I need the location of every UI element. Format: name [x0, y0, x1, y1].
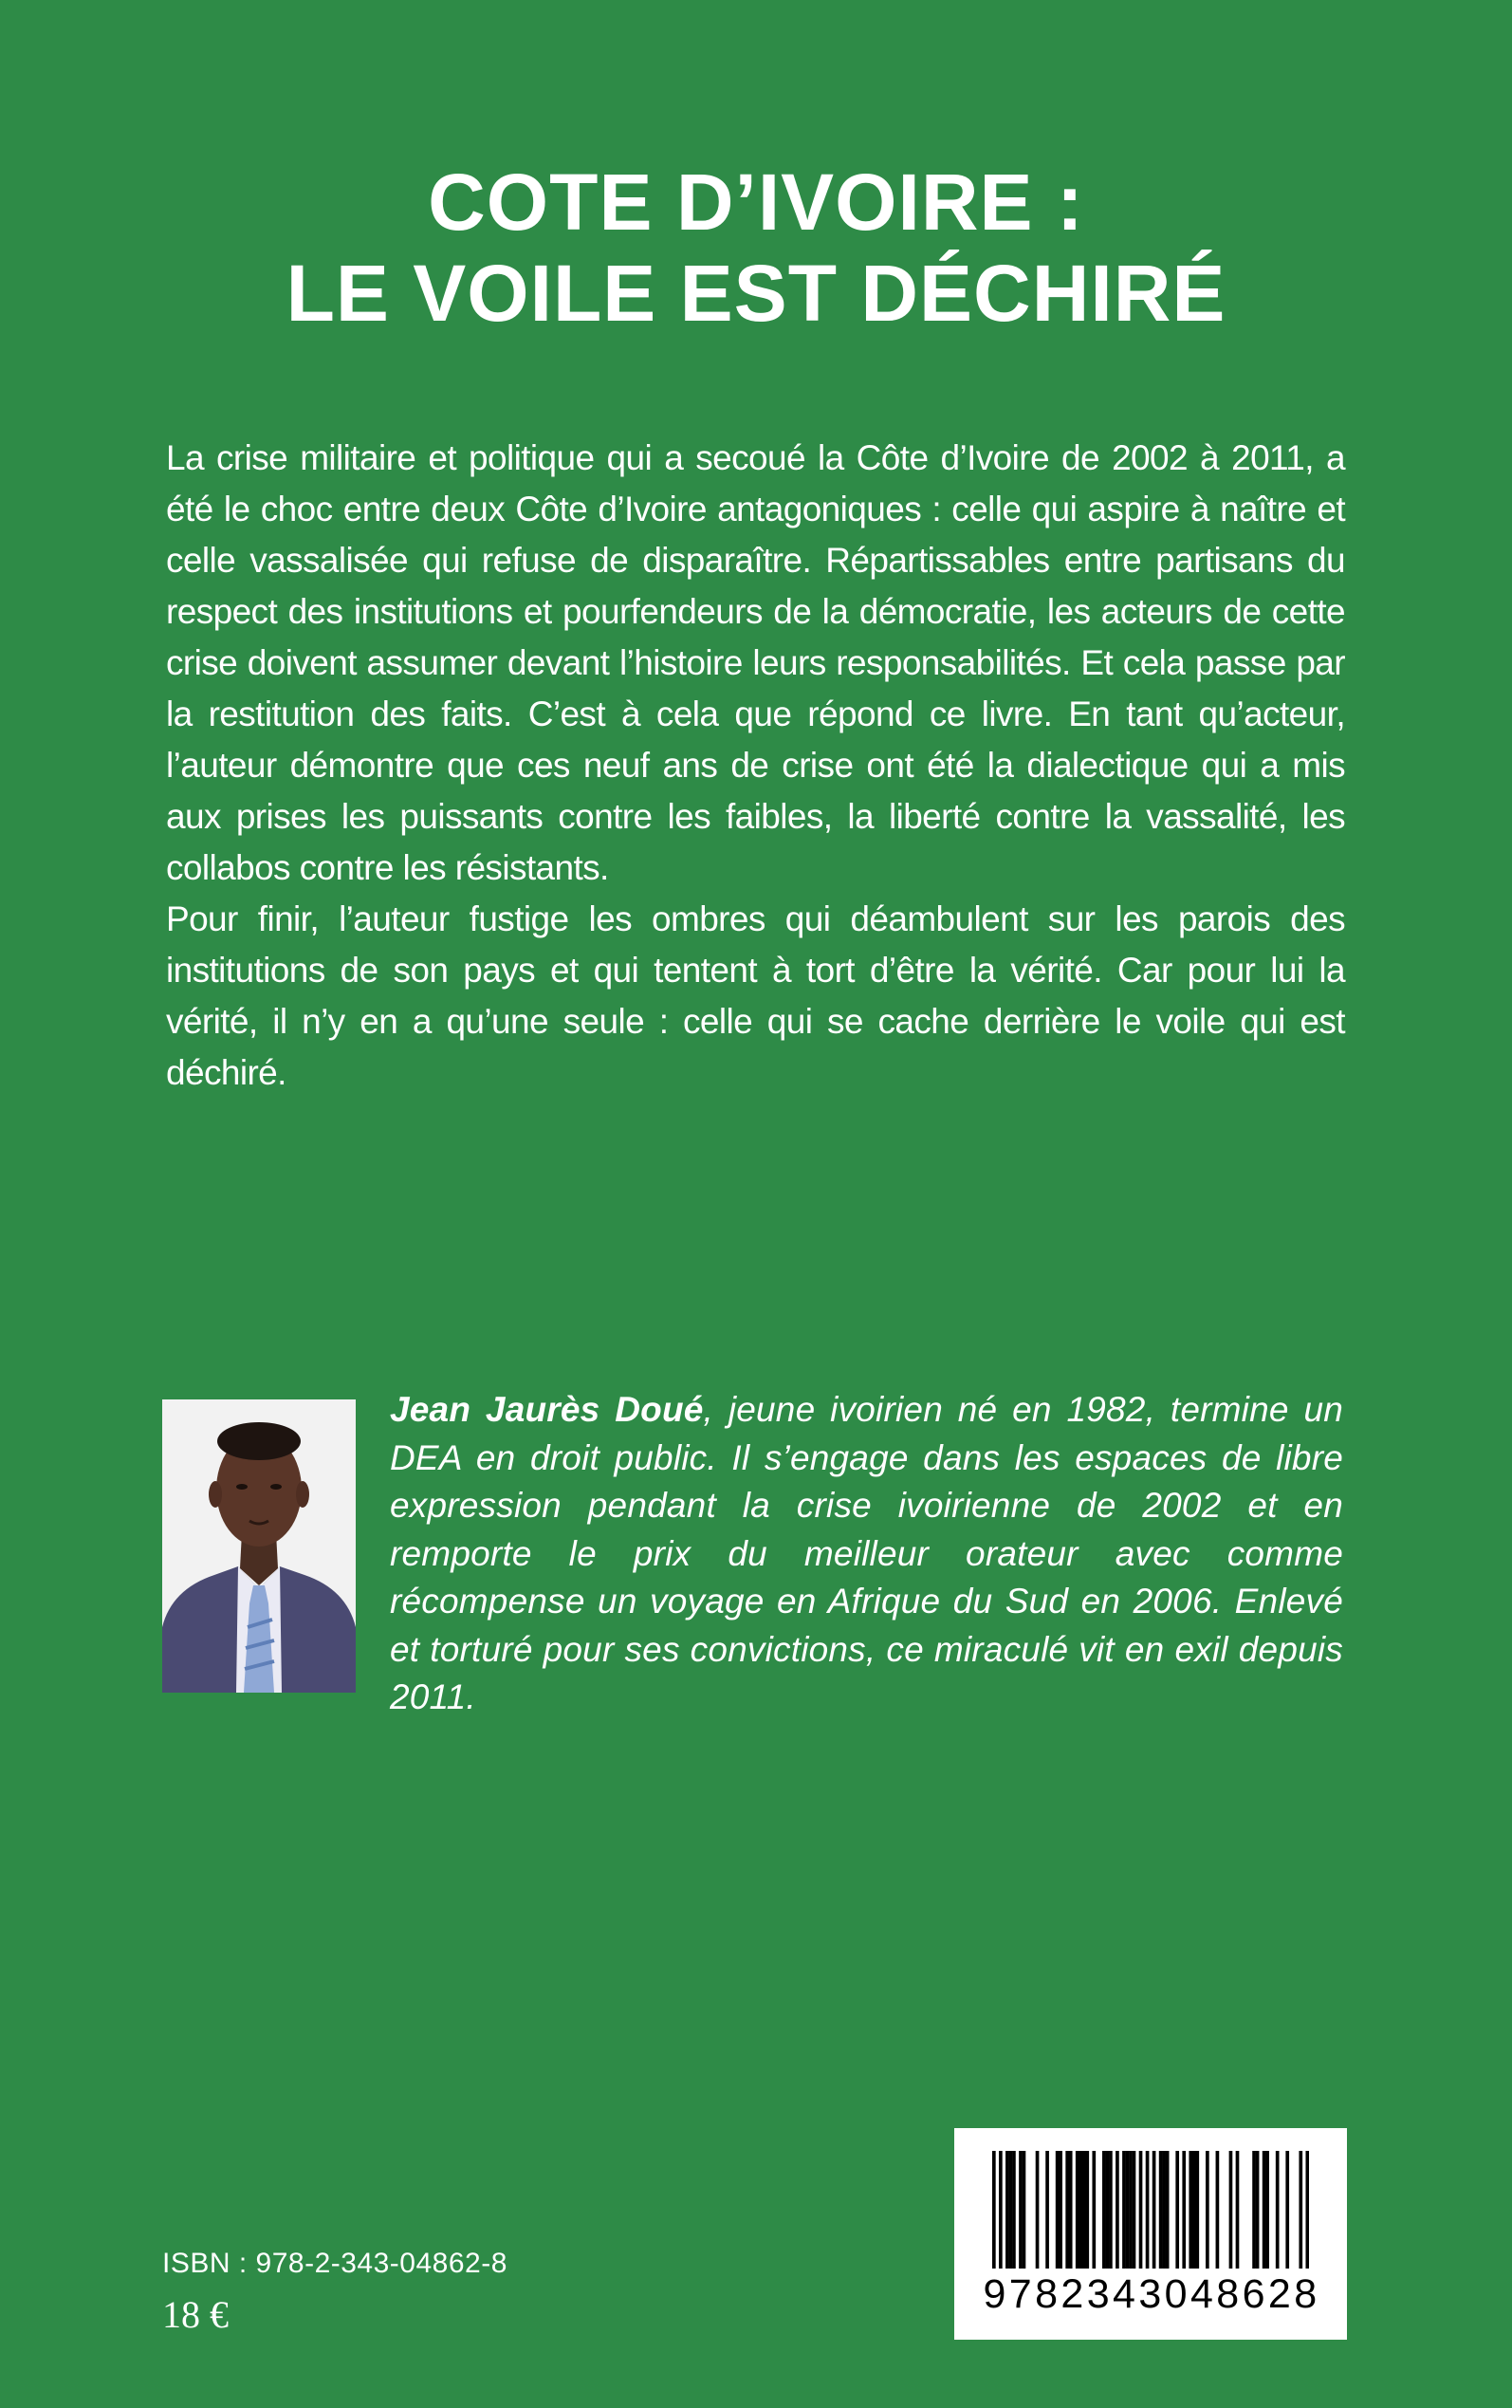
- price: 18 €: [162, 2293, 229, 2336]
- barcode-bar: [1162, 2151, 1166, 2269]
- barcode-bar: [1009, 2151, 1013, 2269]
- barcode-bar: [1195, 2151, 1199, 2269]
- barcode-bar: [1019, 2151, 1023, 2269]
- title-line-2: LE VOILE EST DÉCHIRÉ: [286, 249, 1226, 338]
- barcode-bar: [1152, 2151, 1156, 2269]
- barcode-bar: [1079, 2151, 1082, 2269]
- barcode-bar: [1256, 2151, 1260, 2269]
- barcode-bar: [1166, 2151, 1170, 2269]
- barcode-bar: [1285, 2151, 1289, 2269]
- barcode-bar: [1139, 2151, 1143, 2269]
- barcode-bar: [1216, 2151, 1220, 2269]
- author-name: Jean Jaurès Doué: [390, 1390, 704, 1429]
- barcode-bar: [1116, 2151, 1119, 2269]
- barcode-bar: [1229, 2151, 1233, 2269]
- barcode-bar: [1192, 2151, 1196, 2269]
- barcode-bar: [1129, 2151, 1133, 2269]
- barcode-bars: [992, 2151, 1309, 2269]
- barcode: [954, 2128, 1347, 2340]
- barcode-bar: [1106, 2151, 1110, 2269]
- barcode-bar: [1276, 2151, 1280, 2269]
- barcode-bar: [1012, 2151, 1016, 2269]
- barcode-bar: [1082, 2151, 1086, 2269]
- barcode-bar: [1023, 2151, 1026, 2269]
- barcode-bar: [1299, 2151, 1302, 2269]
- barcode-digits: 9782343048628: [983, 2271, 1320, 2317]
- barcode-bar: [1305, 2151, 1309, 2269]
- barcode-bar: [1065, 2151, 1069, 2269]
- barcode-bar: [1263, 2151, 1266, 2269]
- barcode-bar: [1056, 2151, 1060, 2269]
- synopsis-paragraph-1: La crise militaire et politique qui a secoué la Côte d’Ivoire de 2002 à 2011, a été le choc entre deux Côte d’Ivoire antagoniques : celle qui aspire à naître et celle vassalisée qui refuse de disparaître. Répartissables entre partisans du respect des institutions et pourfendeurs de la démocratie, les acteurs de cette crise doivent assumer devant l’histoire leurs responsabilités. Et cela passe par la restitution des faits. C’est à cela que répond ce livre. En tant qu’acteur, l’auteur démontre que ces neuf ans de crise ont été la dialectique qui a mis aux prises les puissants contre les faibles, la liberté contre la vassalité, les collabos contre les résistants.: [166, 438, 1345, 887]
- barcode-bar: [1076, 2151, 1079, 2269]
- barcode-bar: [1189, 2151, 1192, 2269]
- barcode-bar: [1133, 2151, 1136, 2269]
- barcode-bar: [1252, 2151, 1256, 2269]
- barcode-bar: [1236, 2151, 1240, 2269]
- synopsis: [166, 433, 1345, 1099]
- barcode-bar: [1092, 2151, 1096, 2269]
- barcode-bar: [992, 2151, 996, 2269]
- barcode-bar: [1159, 2151, 1163, 2269]
- barcode-bar: [1126, 2151, 1130, 2269]
- barcode-bar: [1059, 2151, 1062, 2269]
- barcode-bar: [999, 2151, 1003, 2269]
- barcode-bar: [1102, 2151, 1106, 2269]
- barcode-bar: [1265, 2151, 1269, 2269]
- barcode-bar: [1069, 2151, 1073, 2269]
- barcode-bar: [1206, 2151, 1209, 2269]
- barcode-bar: [1109, 2151, 1113, 2269]
- synopsis-paragraph-2: Pour finir, l’auteur fustige les ombres qui déambulent sur les parois des institutions de son pays et qui tentent à tort d’être la vérité. Car pour lui la vérité, il n’y en a qu’une seule : celle qui se cache derrière le voile qui est déchiré.: [166, 899, 1345, 1092]
- barcode-bar: [1085, 2151, 1089, 2269]
- book-title: [0, 157, 1512, 339]
- title-line-1: COTE D’IVOIRE :: [428, 157, 1084, 247]
- barcode-bar: [1146, 2151, 1150, 2269]
- barcode-bar: [1045, 2151, 1049, 2269]
- barcode-bar: [1182, 2151, 1186, 2269]
- barcode-bar: [1005, 2151, 1009, 2269]
- isbn: ISBN : 978-2-343-04862-8: [162, 2248, 507, 2279]
- author-photo: [162, 1399, 356, 1693]
- barcode-bar: [1122, 2151, 1126, 2269]
- barcode-bar: [1175, 2151, 1179, 2269]
- barcode-bar: [1036, 2151, 1040, 2269]
- author-bio: [390, 1386, 1343, 1722]
- author-bio-text: , jeune ivoirien né en 1982, termine un DEA en droit public. Il s’engage dans les espaces de libre expression pendant la crise ivoirienne de 2002 et en remporte le prix du meilleur orateur avec comme récompense un voyage en Afrique du Sud en 2006. Enlevé et torturé pour ses convictions, ce miraculé vit en exil depuis 2011.: [390, 1390, 1343, 1716]
